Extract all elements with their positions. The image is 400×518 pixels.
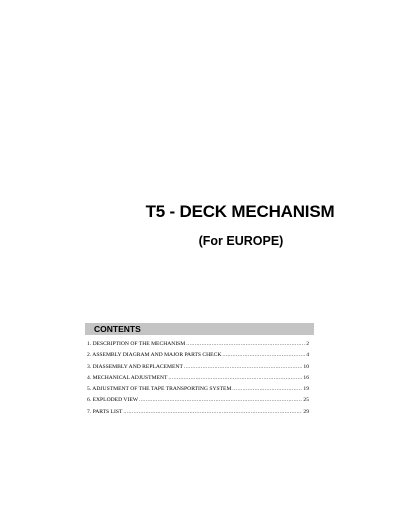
toc-leader-dots xyxy=(139,395,302,406)
toc-item-text: 3. DIASSEMBLY AND REPLACEMENT xyxy=(87,363,183,370)
contents-heading: CONTENTS xyxy=(94,324,141,334)
toc-leader-dots xyxy=(184,362,303,373)
toc-item-page: 29 xyxy=(303,408,309,415)
toc-item-text: 7. PARTS LIST xyxy=(87,408,123,415)
toc-item-tape-transport-adjustment xyxy=(87,384,309,395)
toc-item-page: 2 xyxy=(306,341,309,347)
toc-item-page: 19 xyxy=(303,386,309,393)
contents-header-bar xyxy=(85,323,314,335)
table-of-contents xyxy=(87,339,309,418)
document-title: T5 - DECK MECHANISM xyxy=(145,202,335,221)
toc-item-disassembly xyxy=(87,362,309,373)
toc-leader-dots xyxy=(168,373,302,384)
toc-item-text: 5. ADJUSTMENT OF THE TAPE TRANSPORTING SYSTEM xyxy=(87,386,232,393)
toc-item-mechanical-adjustment xyxy=(87,373,309,384)
toc-item-exploded-view xyxy=(87,395,309,406)
toc-item-text: 6. EXPLODED VIEW xyxy=(87,397,139,404)
toc-item-page: 16 xyxy=(303,374,309,381)
toc-leader-dots xyxy=(123,407,302,418)
toc-item-page: 25 xyxy=(303,397,309,404)
toc-item-text: 1. DESCRIPTION OF THE MECHANISM xyxy=(87,341,186,347)
toc-item-description xyxy=(87,339,309,350)
toc-leader-dots xyxy=(186,339,305,350)
toc-item-assembly-diagram xyxy=(87,350,309,361)
toc-item-page: 10 xyxy=(303,363,309,370)
toc-leader-dots xyxy=(222,350,305,361)
toc-item-text: 2. ASSEMBLY DIAGRAM AND MAJOR PARTS CHECK xyxy=(87,352,222,359)
toc-item-page: 4 xyxy=(306,352,309,359)
document-subtitle: (For EUROPE) xyxy=(198,234,284,248)
toc-item-parts-list xyxy=(87,407,309,418)
toc-leader-dots xyxy=(232,384,302,395)
toc-item-text: 4. MECHANICAL ADJUSTMENT xyxy=(87,374,168,381)
